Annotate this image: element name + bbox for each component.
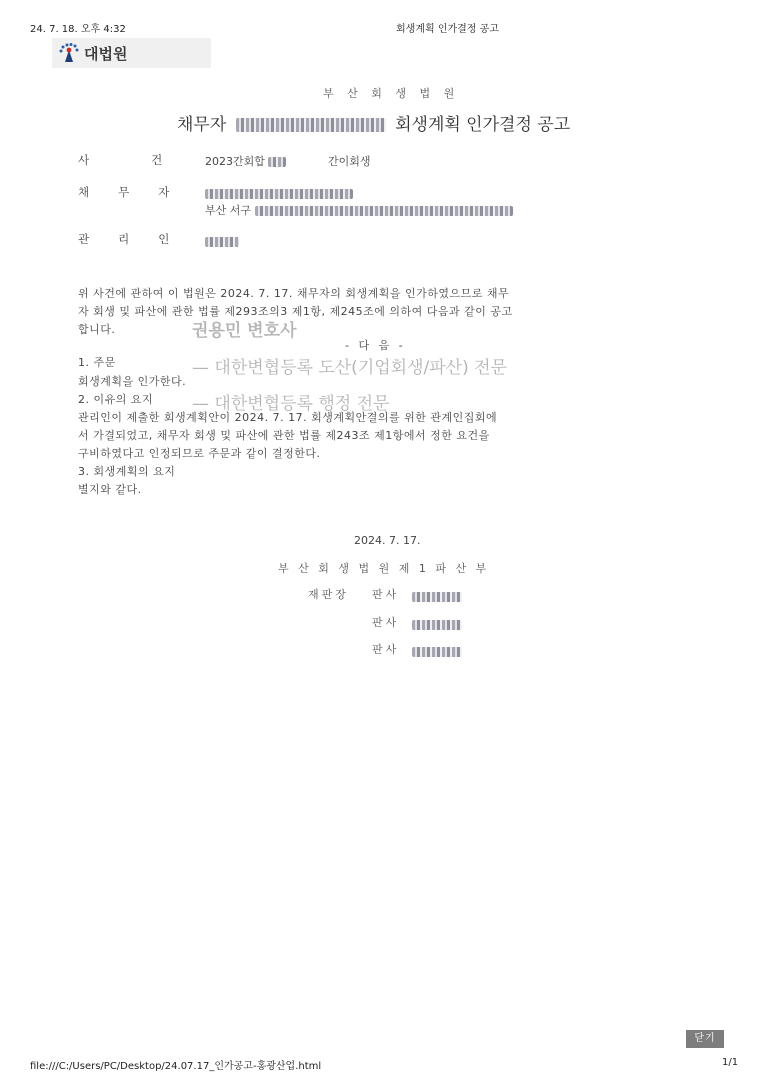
title-suffix: 회생계획 인가결정 공고 bbox=[395, 115, 571, 135]
page-title bbox=[177, 110, 570, 135]
court-name: 부 산 회 생 법 원 bbox=[323, 87, 460, 100]
redacted-administrator bbox=[205, 231, 239, 250]
section1-text: 회생계획을 인가한다. bbox=[78, 375, 187, 388]
print-datetime: 24. 7. 18. 오후 4:32 bbox=[30, 24, 126, 35]
section2-line-2: 서 가결되었고, 채무자 회생 및 파산에 관한 법률 제243조 제1항에서 정한 요건을 bbox=[78, 429, 490, 442]
judge-label-3: 판사 bbox=[372, 643, 400, 656]
body-line-3: 합니다. bbox=[78, 323, 116, 336]
redacted-judge-2 bbox=[412, 614, 462, 633]
redacted-debtor-line bbox=[205, 183, 353, 202]
redacted-judge-1 bbox=[412, 586, 462, 605]
redacted-debtor-name bbox=[236, 118, 386, 132]
redacted-case-number bbox=[268, 157, 286, 167]
administrator-label: 관 리 인 bbox=[78, 232, 172, 246]
section3-title: 3. 회생계획의 요지 bbox=[78, 465, 176, 478]
section2-line-1: 관리인이 제출한 회생계획안이 2024. 7. 17. 회생계획안결의를 위한 관계인집회에 bbox=[78, 411, 498, 424]
section2-line-3: 구비하였다고 인정되므로 주문과 같이 결정한다. bbox=[78, 447, 321, 460]
watermark-name: 권용민 변호사 bbox=[192, 321, 297, 341]
watermark-line-1: — 대한변협등록 도산(기업회생/파산) 전문 bbox=[192, 358, 507, 378]
title-prefix: 채무자 bbox=[177, 115, 227, 135]
body-line-2: 자 회생 및 파산에 관한 법률 제293조의3 제1항, 제245조에 의하여 다음과 같이 공고 bbox=[78, 305, 513, 318]
redacted-address bbox=[255, 206, 513, 216]
redacted-judge-3 bbox=[412, 641, 462, 660]
case-label: 사 건 bbox=[78, 153, 165, 167]
signature-division: 부 산 회 생 법 원 제 1 파 산 부 bbox=[278, 562, 490, 575]
signature-date: 2024. 7. 17. bbox=[354, 534, 421, 547]
section1-title: 1. 주문 bbox=[78, 356, 116, 369]
watermark-line-2: — 대한변협등록 행정 전문 bbox=[192, 394, 390, 414]
case-type: 간이회생 bbox=[328, 155, 371, 168]
print-doc-title: 회생계획 인가결정 공고 bbox=[396, 24, 499, 35]
court-emblem-icon bbox=[57, 42, 81, 64]
court-logo[interactable] bbox=[52, 38, 211, 68]
print-file-path: file:///C:/Users/PC/Desktop/24.07.17_인가공고-홍광산업.html bbox=[30, 1061, 322, 1072]
print-page-number: 1/1 bbox=[722, 1057, 739, 1068]
debtor-label: 채 무 자 bbox=[78, 185, 172, 199]
next-label: - 다 음 - bbox=[345, 339, 406, 352]
case-number: 2023간회합 bbox=[205, 153, 286, 169]
judge-label-1: 판사 bbox=[372, 588, 400, 601]
judge-label-2: 판사 bbox=[372, 616, 400, 629]
body-line-1: 위 사건에 관하여 이 법원은 2024. 7. 17. 채무자의 회생계획을 인가하였으므로 채무 bbox=[78, 287, 510, 300]
logo-text: 대법원 bbox=[84, 45, 128, 63]
section3-text: 별지와 같다. bbox=[78, 483, 142, 496]
section2-title: 2. 이유의 요지 bbox=[78, 393, 154, 406]
close-button[interactable]: 닫기 bbox=[686, 1030, 724, 1048]
presiding-label: 재판장 bbox=[308, 588, 349, 601]
debtor-address: 부산 서구 bbox=[205, 202, 513, 218]
